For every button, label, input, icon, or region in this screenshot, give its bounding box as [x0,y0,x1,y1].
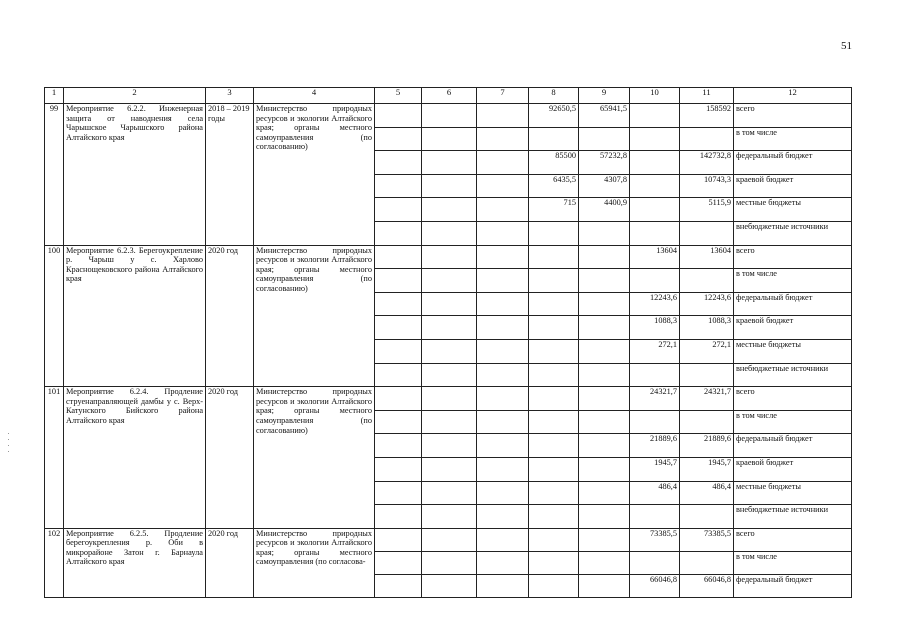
value-col8: 92650,5 [529,104,579,128]
column-header: 6 [422,88,477,104]
empty-cell-col5 [375,457,422,481]
value-col11: 1088,3 [680,316,734,340]
empty-cell-col5 [375,292,422,316]
empty-cell-col5 [375,151,422,175]
header-row [45,88,852,104]
measure-name: Мероприятие 6.2.4. Продление струенаправляющей дамбы у с. Верх-Катунского Бийского района Алтайского края [64,387,206,529]
empty-cell-col6 [422,551,477,574]
value-col10 [630,174,680,198]
value-col10 [630,551,680,574]
empty-cell-col7 [477,221,529,245]
empty-cell-col6 [422,151,477,175]
empty-cell-col6 [422,434,477,458]
empty-cell-col6 [422,505,477,529]
value-col11: 5115,9 [680,198,734,222]
table-row [45,528,852,551]
empty-cell-col7 [477,339,529,363]
funding-source: в том числе [734,269,852,293]
value-col11 [680,410,734,434]
value-col11 [680,127,734,151]
column-header: 12 [734,88,852,104]
empty-cell-col6 [422,363,477,387]
empty-cell-col7 [477,551,529,574]
value-col9 [579,481,630,505]
value-col9 [579,127,630,151]
value-col8 [529,221,579,245]
page-number: 51 [841,40,852,52]
empty-cell-col7 [477,104,529,128]
empty-cell-col5 [375,505,422,529]
value-col10 [630,104,680,128]
value-col11: 12243,6 [680,292,734,316]
measure-name: Мероприятие 6.2.3. Берегоукрепление р. Чарыш у с. Харлово Краснощековского района Алтайского края [64,245,206,387]
column-header: 3 [206,88,254,104]
empty-cell-col5 [375,434,422,458]
value-col9: 4307,8 [579,174,630,198]
empty-cell-col7 [477,505,529,529]
executor-name: Министерство природных ресурсов и экологии Алтайского края; органы местного самоуправления (по согласованию) [254,104,375,246]
value-col8 [529,292,579,316]
value-col8 [529,505,579,529]
empty-cell-col7 [477,528,529,551]
value-col8 [529,528,579,551]
value-col10: 1945,7 [630,457,680,481]
implementation-period: 2020 год [206,528,254,597]
empty-cell-col6 [422,410,477,434]
value-col9 [579,245,630,269]
empty-cell-col6 [422,481,477,505]
value-col8: 6435,5 [529,174,579,198]
value-col9 [579,457,630,481]
value-col11 [680,269,734,293]
row-number: 102 [45,528,64,597]
value-col9 [579,528,630,551]
value-col11 [680,551,734,574]
value-col11: 1945,7 [680,457,734,481]
value-col8 [529,410,579,434]
empty-cell-col5 [375,387,422,411]
empty-cell-col5 [375,104,422,128]
empty-cell-col5 [375,245,422,269]
empty-cell-col7 [477,434,529,458]
empty-cell-col7 [477,245,529,269]
value-col11: 10743,3 [680,174,734,198]
empty-cell-col7 [477,457,529,481]
value-col10: 13604 [630,245,680,269]
empty-cell-col6 [422,339,477,363]
column-header: 4 [254,88,375,104]
value-col8 [529,387,579,411]
row-number: 101 [45,387,64,529]
measure-name: Мероприятие 6.2.5. Продление берегоукрепления р. Оби в микрорайоне Затон г. Барнаула Алтайского края [64,528,206,597]
column-header: 9 [579,88,630,104]
value-col8 [529,316,579,340]
scan-artifact [4,428,16,488]
value-col11: 142732,8 [680,151,734,175]
implementation-period: 2020 год [206,245,254,387]
measure-name: Мероприятие 6.2.2. Инженерная защита от наводнения села Чарышское Чарышского района Алтайского края [64,104,206,246]
empty-cell-col7 [477,574,529,597]
value-col10: 1088,3 [630,316,680,340]
row-number: 99 [45,104,64,246]
value-col8 [529,574,579,597]
column-header: 8 [529,88,579,104]
value-col9: 65941,5 [579,104,630,128]
value-col10 [630,151,680,175]
empty-cell-col5 [375,221,422,245]
funding-source: краевой бюджет [734,174,852,198]
value-col8 [529,339,579,363]
value-col10: 12243,6 [630,292,680,316]
implementation-period: 2020 год [206,387,254,529]
empty-cell-col6 [422,127,477,151]
executor-name: Министерство природных ресурсов и экологии Алтайского края; органы местного самоуправления (по согласова- [254,528,375,597]
program-table-wrapper [44,87,852,598]
funding-source: всего [734,245,852,269]
funding-source: краевой бюджет [734,457,852,481]
funding-source: местные бюджеты [734,198,852,222]
column-header: 1 [45,88,64,104]
implementation-period: 2018 – 2019 годы [206,104,254,246]
value-col9 [579,339,630,363]
empty-cell-col6 [422,104,477,128]
empty-cell-col7 [477,363,529,387]
empty-cell-col6 [422,292,477,316]
value-col10: 21889,6 [630,434,680,458]
value-col11 [680,505,734,529]
value-col10 [630,363,680,387]
funding-source: всего [734,104,852,128]
value-col8: 85500 [529,151,579,175]
empty-cell-col6 [422,528,477,551]
value-col10 [630,505,680,529]
value-col9 [579,410,630,434]
empty-cell-col6 [422,245,477,269]
empty-cell-col6 [422,198,477,222]
value-col11: 24321,7 [680,387,734,411]
value-col8 [529,457,579,481]
value-col10 [630,221,680,245]
empty-cell-col5 [375,198,422,222]
value-col8 [529,127,579,151]
value-col9 [579,363,630,387]
empty-cell-col7 [477,410,529,434]
empty-cell-col6 [422,269,477,293]
value-col11 [680,221,734,245]
empty-cell-col7 [477,387,529,411]
funding-source: внебюджетные источники [734,363,852,387]
value-col9 [579,316,630,340]
funding-source: краевой бюджет [734,316,852,340]
value-col9: 4400,9 [579,198,630,222]
column-header: 2 [64,88,206,104]
value-col10: 24321,7 [630,387,680,411]
funding-source: в том числе [734,127,852,151]
value-col10 [630,127,680,151]
value-col11: 13604 [680,245,734,269]
funding-source: федеральный бюджет [734,292,852,316]
empty-cell-col7 [477,269,529,293]
row-number: 100 [45,245,64,387]
value-col11: 73385,5 [680,528,734,551]
value-col8 [529,434,579,458]
empty-cell-col6 [422,574,477,597]
value-col11 [680,363,734,387]
value-col11: 66046,8 [680,574,734,597]
empty-cell-col6 [422,387,477,411]
empty-cell-col7 [477,151,529,175]
table-row [45,104,852,128]
empty-cell-col5 [375,551,422,574]
value-col8 [529,269,579,293]
column-header: 11 [680,88,734,104]
empty-cell-col7 [477,198,529,222]
funding-source: в том числе [734,551,852,574]
program-table [44,87,852,598]
value-col8 [529,551,579,574]
column-header: 10 [630,88,680,104]
funding-source: федеральный бюджет [734,434,852,458]
empty-cell-col5 [375,481,422,505]
value-col10 [630,269,680,293]
value-col11: 21889,6 [680,434,734,458]
empty-cell-col6 [422,221,477,245]
table-row [45,245,852,269]
funding-source: всего [734,387,852,411]
empty-cell-col5 [375,127,422,151]
empty-cell-col7 [477,316,529,340]
value-col10: 272,1 [630,339,680,363]
value-col9 [579,387,630,411]
value-col8 [529,245,579,269]
empty-cell-col5 [375,339,422,363]
funding-source: в том числе [734,410,852,434]
empty-cell-col7 [477,292,529,316]
value-col9 [579,574,630,597]
empty-cell-col6 [422,174,477,198]
executor-name: Министерство природных ресурсов и экологии Алтайского края; органы местного самоуправления (по согласованию) [254,387,375,529]
value-col8: 715 [529,198,579,222]
value-col10 [630,410,680,434]
empty-cell-col5 [375,316,422,340]
value-col9: 57232,8 [579,151,630,175]
table-body [45,88,852,598]
value-col11: 272,1 [680,339,734,363]
value-col10: 66046,8 [630,574,680,597]
value-col11: 158592 [680,104,734,128]
empty-cell-col5 [375,528,422,551]
empty-cell-col7 [477,174,529,198]
value-col8 [529,481,579,505]
value-col8 [529,363,579,387]
value-col11: 486,4 [680,481,734,505]
funding-source: федеральный бюджет [734,574,852,597]
empty-cell-col5 [375,410,422,434]
value-col10: 486,4 [630,481,680,505]
empty-cell-col6 [422,316,477,340]
value-col9 [579,269,630,293]
empty-cell-col5 [375,269,422,293]
value-col9 [579,434,630,458]
value-col9 [579,292,630,316]
empty-cell-col7 [477,127,529,151]
empty-cell-col7 [477,481,529,505]
value-col10: 73385,5 [630,528,680,551]
value-col9 [579,551,630,574]
empty-cell-col5 [375,363,422,387]
column-header: 7 [477,88,529,104]
executor-name: Министерство природных ресурсов и экологии Алтайского края; органы местного самоуправления (по согласованию) [254,245,375,387]
funding-source: местные бюджеты [734,339,852,363]
empty-cell-col5 [375,174,422,198]
empty-cell-col6 [422,457,477,481]
funding-source: всего [734,528,852,551]
column-header: 5 [375,88,422,104]
value-col10 [630,198,680,222]
table-row [45,387,852,411]
value-col9 [579,221,630,245]
funding-source: внебюджетные источники [734,505,852,529]
funding-source: внебюджетные источники [734,221,852,245]
funding-source: местные бюджеты [734,481,852,505]
empty-cell-col5 [375,574,422,597]
value-col9 [579,505,630,529]
funding-source: федеральный бюджет [734,151,852,175]
